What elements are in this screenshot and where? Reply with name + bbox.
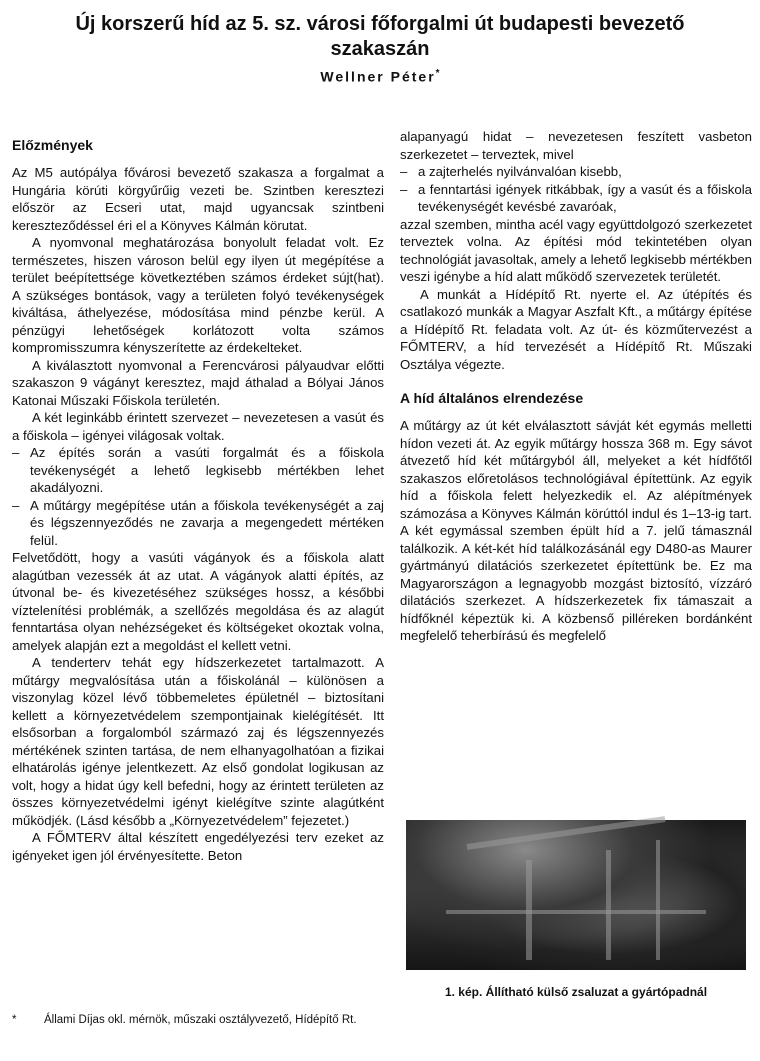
paragraph: Az M5 autópálya fővárosi bevezető szakasza a forgalmat a Hungária körúti körgyűrűig vezeti be. Szintben keresztezi először az Ecseri utat, majd ugyancsak szintbeni kereszteződéssel éri el a Könyves Kálmán körutat. [12,165,384,233]
paragraph: A munkát a Hídépítő Rt. nyerte el. Az útépítés és csatlakozó munkák a Magyar Aszfalt Kft., a műtárgy építése a Hídépítő Rt. feladata volt. Az út- és közműtervezést a FŐMTERV, a híd tervezését a Hídépítő Rt. Műszaki Osztálya végezte. [400,286,752,372]
right-column [400,128,752,645]
footnote [12,1014,392,1026]
footnote-mark: * [12,1014,17,1026]
page-title: Új korszerű híd az 5. sz. városi főforgalmi út budapesti bevezető szakaszán [75,13,685,60]
dash-item: – A műtárgy megépítése után a főiskola tevékenységét a zaj és légszennyeződés ne zavarja a megengedett mértéken felül. [12,497,384,550]
left-column [12,128,384,864]
paragraph: A két leginkább érintett szervezet – nevezetesen a vasút és a főiskola – igényei világosak voltak. [12,410,384,443]
dash-item: – Az építés során a vasúti forgalmát és a főiskola tevékenységét a lehető legkisebb mértékben lehet akadályozni. [12,444,384,497]
section-heading-hid-elrendezese: A híd általános elrendezése [400,390,584,406]
paragraph: A FŐMTERV által készített engedélyezési terv ezeket az igényeket igen jól érvényesítette. Beton [12,830,384,863]
paragraph: A nyomvonal meghatározása bonyolult feladat volt. Ez természetes, hiszen városon belül egy ilyen út megépítése a terület beépítettsége következtében számos érdeket sújt(hat). A szükséges bontások, vagy a területen folyó tevékenységek kiváltása, áthelyezése, módosítása mind pénzbe kerül. A pénzügyi lehetőségek korlátozott volta számos kompromisszumra kényszerítette az érdekelteket. [12,235,384,355]
paragraph: A tenderterv tehát egy hídszerkezetet tartalmazott. A műtárgy megvalósítása után a főiskolánál – különösen a viszonylag közel lévő többemeletes épületnél – biztosítani kellett a környezetvédelem szempontjainak kielégítését. Itt elsősorban a forgalomból származó zaj és légszennyezés mértékének szinten tartása, de nem elhanyagolhatóan a fizikai elhatárolás igénye jelentkezett. Az első gondolat logikusan az volt, hogy a hidat úgy kell befedni, hogy az érintett területen az összes környezetvédelmi igényt kielégítve szinte alagútként működjék. (Lásd később a „Környezetvédelem” fejezetet.) [12,655,384,828]
figure-caption: 1. kép. Állítható külső zsaluzat a gyártópadnál [444,985,708,999]
paragraph: A kiválasztott nyomvonal a Ferencvárosi pályaudvar előtti szakaszon 9 vágányt keresztez, majd áthalad a Bólyai János Katonai Műszaki Főiskola területén. [12,357,384,408]
paragraph: azzal szemben, mintha acél vagy együttdolgozó szerkezetet terveztek volna. Az építési mód tekintetében olyan technológiát javasoltak, amely a lehető legkisebb mértékben veszi igénybe a híd alatt működő szervezetek területét. [400,216,752,284]
paragraph: alapanyagú hidat – nevezetesen feszített vasbeton szerkezetet – terveztek, mivel [400,129,752,162]
author-line [0,68,760,85]
footnote-text: Állami Díjas okl. mérnök, műszaki osztályvezető, Hídépítő Rt. [44,1014,357,1026]
dash-item: – a zajterhelés nyilvánvalóan kisebb, [400,163,752,181]
bridge-formwork-photo [406,820,746,970]
author-name: Wellner Péter [320,68,436,85]
author-footnote-mark: * [435,68,440,79]
section-heading-elozmenyek: Előzmények [12,137,93,153]
paragraph: Felvetődött, hogy a vasúti vágányok és a főiskola alatt alagútban vezessék át az utat. A vágányok alatti építés, az útvonal be- és kivezetéséhez szükséges hossz, a későbbi víztelenítési problémák, a szellőzés megoldása és az alagút fenntartása olyan nehézségeket és költségeket okoztak volna, amelyek alapján ezt a megoldást el kellett vetni. [12,550,384,653]
dash-item: – a fenntartási igények ritkábbak, így a vasút és a főiskola tevékenységét kevésbé zavaróak, [400,181,752,216]
paragraph: A műtárgy az út két elválasztott sávját két egymás melletti hídon vezeti át. Az egyik műtárgy hossza 368 m. Egy sávot átvezető híd két műtárgyból áll, melyeket a két hídfőtől szakaszos előretolásos technológiával építettünk. Az egyik híd a főiskola felett helyezkedik el. Az alépítmények számozása a Könyves Kálmán körúttól indul és 1–13-ig tart. A két egymással szemben épült híd a 7. jelű támasznál találkozik. A két-két híd találkozásánál egy D480-as Maurer gyártmányú dilatációs szerkezetet építettünk be. Ez ma Magyarországon a legnagyobb mozgást biztosító, vízzáró dilatációs szerkezet. A hídszerkezetek fix támaszait a hídfőknél képeztük ki. A közbenső pilléreken bordánként megfelelő teherbírású és megfelelő [400,418,752,643]
